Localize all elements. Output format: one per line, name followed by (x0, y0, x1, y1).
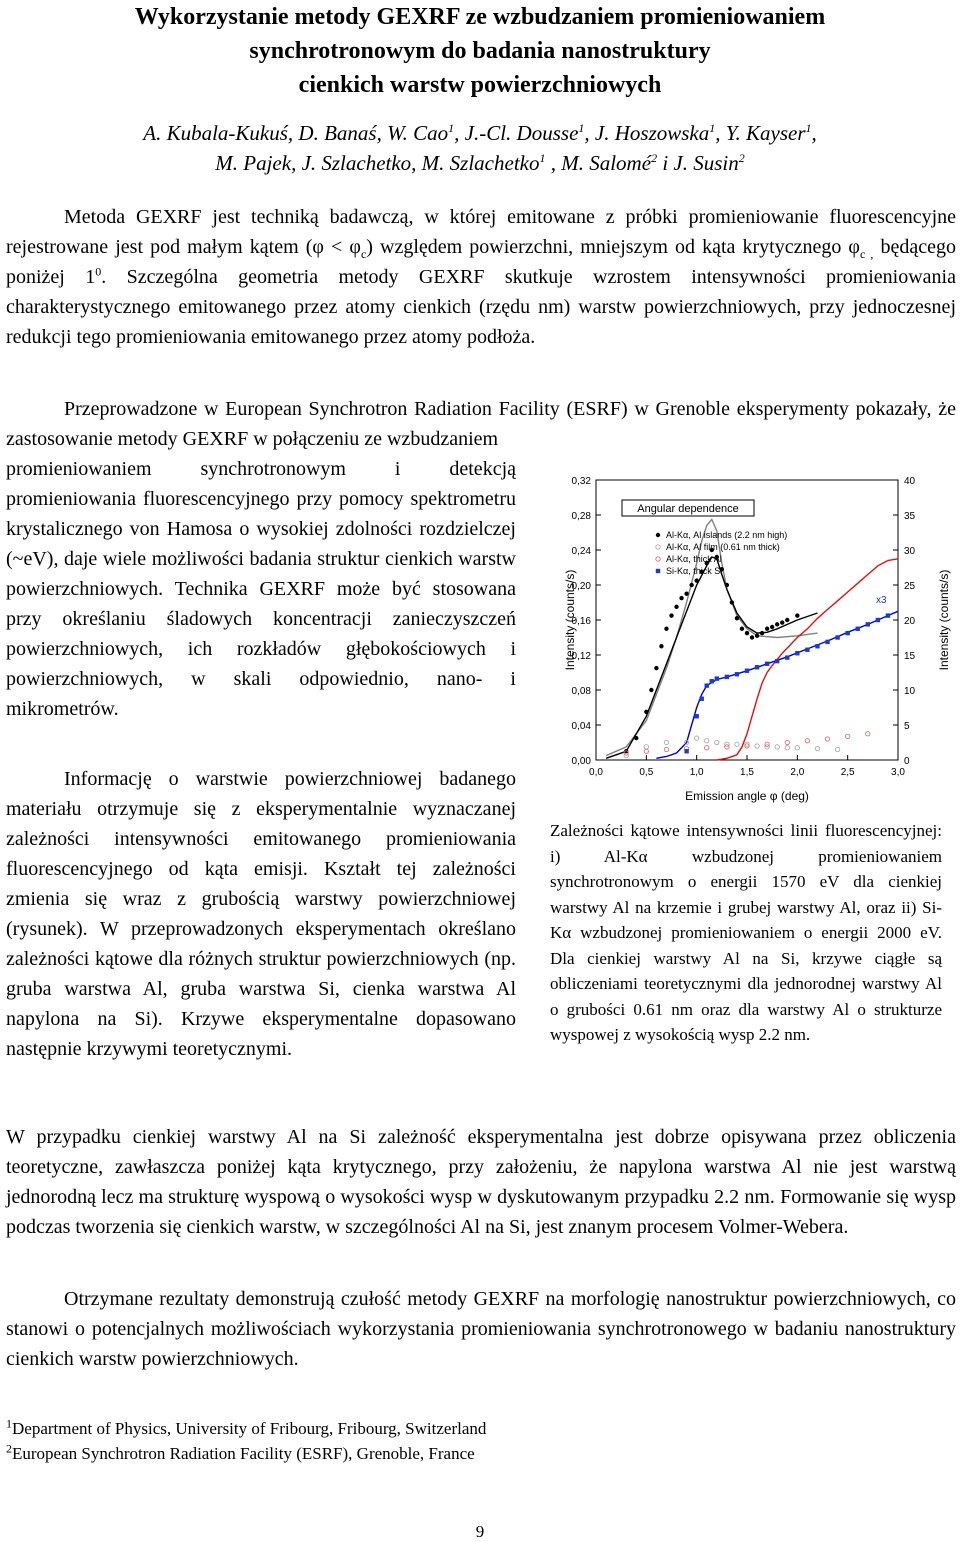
y-right-tick-label: 0 (904, 756, 910, 767)
data-point (815, 746, 819, 750)
paragraph-conclusion: Otrzymane rezultaty demonstrują czułość metody GEXRF na morfologię nanostruktur powierzchniowych, co stanowi o potencjalnych możliwościach wykorzystania promieniowania synchrotronowego w badaniu nanostruktury cienkich warstw powierzchniowych. (6, 1288, 956, 1370)
y-tick-label: 0,20 (571, 581, 591, 592)
data-point (765, 627, 769, 631)
axes (572, 476, 916, 778)
y-right-tick-label: 40 (904, 476, 916, 487)
paragraph-esrf-column: promieniowaniem synchrotronowym i detekcją promieniowania fluorescencyjnego przy pomocy spektrometru krystalicznego von Hamosa o wysokiej zdolności rozdzielczej (~eV), daje wiele możliwości badania struktur cienkich warstw powierzchniowych. Technika GEXRF może być stosowana przy określaniu śladowych koncentracji zanieczyszczeń powierzchniowych, ich rozkładów głębokościowych i powierzchniowych, w skali odpowiednio, nano- i mikrometrów. (6, 458, 516, 720)
data-point (664, 627, 668, 631)
y-tick-label: 0,16 (571, 616, 591, 627)
y-right-tick-label: 10 (904, 686, 916, 697)
legend-entry: Al-Kα, Al film (0.61 nm thick) (666, 542, 780, 552)
data-point (644, 749, 648, 753)
data-point (815, 644, 819, 648)
data-point (745, 669, 749, 673)
data-point (845, 734, 849, 738)
title-line: synchrotronowym do badania nanostruktury (249, 38, 711, 64)
data-point (735, 672, 739, 676)
data-point (664, 740, 668, 744)
data-point (750, 635, 754, 639)
data-point (659, 644, 663, 648)
x-tick-label: 0,0 (589, 767, 603, 778)
theory-curve (656, 611, 898, 758)
data-point (634, 736, 638, 740)
data-point (795, 746, 799, 750)
y-tick-label: 0,32 (571, 476, 591, 487)
x-tick-label: 1,0 (689, 767, 704, 778)
theory-curve (717, 559, 898, 760)
data-point (795, 613, 799, 617)
data-point (684, 749, 688, 753)
paragraph-abstract: Metoda GEXRF jest techniką badawczą, w której emitowane z próbki promieniowanie fluorescencyjne rejestrowane jest pod małym kątem $(\varphi < \varphi_c)$ względem powierzchni, mniejszym od kąta krytycznego $\varphi_{c ,}$ będącego poniżej $1^0$. Szczególna geometria metody GEXRF skutkuje wzrostem intensywności promieniowania charakterystycznego emitowanego przez atomy cienkich (rzędu nm) warstw powierzchniowych, przy jednoczesnej redukcji tego promieniowania emitowanego przez atomy podłoża. (6, 206, 956, 348)
y-right-tick-label: 30 (904, 546, 916, 557)
data-point (656, 533, 660, 537)
data-point (805, 739, 809, 743)
y-tick-label: 0,08 (571, 686, 591, 697)
annotation-x3: x3 (876, 595, 887, 606)
x-tick-label: 2,0 (790, 767, 805, 778)
y-tick-label: 0,00 (571, 756, 591, 767)
title-line: Wykorzystanie metody GEXRF ze wzbudzaniem promieniowaniem (134, 4, 826, 30)
data-point (694, 714, 698, 718)
paragraph-method-column: Informację o warstwie powierzchniowej badanego materiału otrzymuje się z eksperymentalnie wyznaczanej zależności intensywności emitowanego promieniowania fluorescencyjnego od kąta emisji. Kształt tej zależności zmienia się wraz z grubością warstwy powierzchniowej (rysunek). W przeprowadzonych eksperymentach określano zależności kątowe dla różnych struktur powierzchniowych (np. gruba warstwa Al, gruba warstwa Si, cienka warstwa Al napylona na Si). Krzywe eksperymentalne dopasowano następnie krzywymi teoretycznymi. (6, 768, 516, 1060)
paper-title (0, 0, 960, 102)
data-point (730, 600, 734, 604)
data-point (679, 596, 683, 600)
data-point (725, 675, 729, 679)
data-point (725, 583, 729, 587)
data-point (835, 635, 839, 639)
data-point (845, 631, 849, 635)
data-point (785, 618, 789, 622)
data-point (770, 625, 774, 629)
y-tick-label: 0,28 (571, 511, 591, 522)
paragraph-thin-layer: W przypadku cienkiej warstwy Al na Si zależność eksperymentalna jest dobrze opisywana przez obliczenia teoretyczne, zawłaszcza poniżej kąta krytycznego, przy założeniu, że napylona warstwa Al nie jest warstwą jednorodną lecz ma strukturę wyspową o wysokości wysp w dyskutowanym przypadku 2.2 nm. Formowanie się wysp podczas tworzenia się cienkich warstw, w szczególności Al na Si, jest znanym procesem Volmer-Webera. (6, 1126, 956, 1238)
angular-dependence-chart (548, 466, 960, 812)
author-line: A. Kubala-Kukuś, D. Banaś, W. Cao$^1$, J.-Cl. Dousse$^1$, J. Hoszowska$^1$, Y. Kayser$^1$, (143, 121, 817, 145)
x-tick-label: 1,5 (740, 767, 754, 778)
data-point (705, 739, 709, 743)
data-point (694, 578, 698, 582)
data-point (705, 683, 709, 687)
data-point (644, 710, 648, 714)
data-point (785, 655, 789, 659)
data-point (755, 744, 759, 748)
data-point (740, 627, 744, 631)
data-point (886, 613, 890, 617)
figure-caption: Zależności kątowe intensywności linii fluorescencyjnej: i) Al-Kα wzbudzonej promieniowaniem synchrotronowym o energii 1570 eV dla cienkiej warstwy Al na krzemie i grubej warstwy Al, oraz ii) Si-Kα wzbudzonej promieniowaniem o energii 2000 eV. Dla cienkiej warstwy Al na Si, krzywe ciągłe są obliczeniami teoretycznymi dla jednorodnej warstwy Al o grubości 0.61 nm oraz dla warstwy Al o strukturze wyspowej z wysokością wysp 2.2 nm. (550, 821, 942, 1044)
x-tick-label: 2,5 (840, 767, 855, 778)
data-point (735, 616, 739, 620)
author-line: M. Pajek, J. Szlachetko, M. Szlachetko$^1$ , M. Salomé$^2$ i J. Susin$^2$ (215, 151, 745, 175)
y-right-tick-label: 20 (904, 616, 916, 627)
y-right-tick-label: 35 (904, 511, 916, 522)
legend-entry: Al-Kα, thick Al (666, 554, 722, 564)
data-point (876, 618, 880, 622)
paragraph-esrf-intro: Przeprowadzone w European Synchrotron Radiation Facility (ESRF) w Grenoble eksperymenty pokazały, że zastosowanie metody GEXRF w połączeniu ze wzbudzaniem (6, 398, 956, 450)
y-tick-label: 0,12 (571, 651, 591, 662)
author-list (0, 118, 960, 178)
data-point (694, 736, 698, 740)
data-point (715, 740, 719, 744)
data-point (684, 592, 688, 596)
x-tick-label: 3,0 (891, 767, 905, 778)
y-right-tick-label: 15 (904, 651, 916, 662)
legend-entry: Si-Kα, thick Si (666, 566, 723, 576)
x-axis-label: Emission angle φ (deg) (685, 789, 809, 803)
data-point (780, 620, 784, 624)
title-line: cienkich warstw powierzchniowych (298, 72, 662, 98)
data-point (700, 697, 704, 701)
data-point (644, 745, 648, 749)
data-point (656, 545, 660, 549)
data-point (735, 742, 739, 746)
data-point (664, 747, 668, 751)
data-point (775, 659, 779, 663)
y-right-tick-label: 5 (904, 721, 910, 732)
data-point (656, 569, 660, 573)
legend-entry: Al-Kα, Al islands (2.2 nm high) (666, 530, 788, 540)
data-point (785, 746, 789, 750)
data-point (705, 746, 709, 750)
data-point (649, 688, 653, 692)
data-point (710, 679, 714, 683)
data-point (835, 747, 839, 751)
data-point (654, 666, 658, 670)
data-point (755, 665, 759, 669)
data-point (825, 737, 829, 741)
data-point (866, 622, 870, 626)
theory-curves (606, 519, 898, 760)
y-axis-right-label: Intensity (counts/s) (937, 569, 951, 671)
footnote-2: $^2$European Synchrotron Radiation Facility (ESRF), Grenoble, France (6, 1441, 475, 1463)
page-number: 9 (475, 1522, 485, 1541)
data-points (624, 548, 890, 758)
data-point (760, 631, 764, 635)
data-point (755, 634, 759, 638)
data-point (795, 651, 799, 655)
footnote-1: $^1$Department of Physics, University of Fribourg, Fribourg, Switzerland (6, 1416, 487, 1438)
x-tick-label: 0,5 (639, 767, 654, 778)
data-point (805, 648, 809, 652)
data-point (715, 676, 719, 680)
data-point (745, 631, 749, 635)
data-point (866, 732, 870, 736)
data-point (785, 740, 789, 744)
data-point (674, 605, 678, 609)
y-tick-label: 0,04 (571, 721, 591, 732)
data-point (765, 662, 769, 666)
data-point (825, 640, 829, 644)
data-point (669, 613, 673, 617)
y-right-tick-label: 25 (904, 581, 916, 592)
data-point (856, 627, 860, 631)
y-tick-label: 0,24 (571, 546, 591, 557)
chart-legend (656, 530, 787, 576)
data-point (656, 557, 660, 561)
data-point (775, 745, 779, 749)
chart-title: Angular dependence (637, 503, 739, 515)
plot-frame (596, 480, 898, 760)
data-point (775, 622, 779, 626)
y-axis-label: Intensity (counts/s) (563, 569, 577, 671)
data-point (689, 583, 693, 587)
